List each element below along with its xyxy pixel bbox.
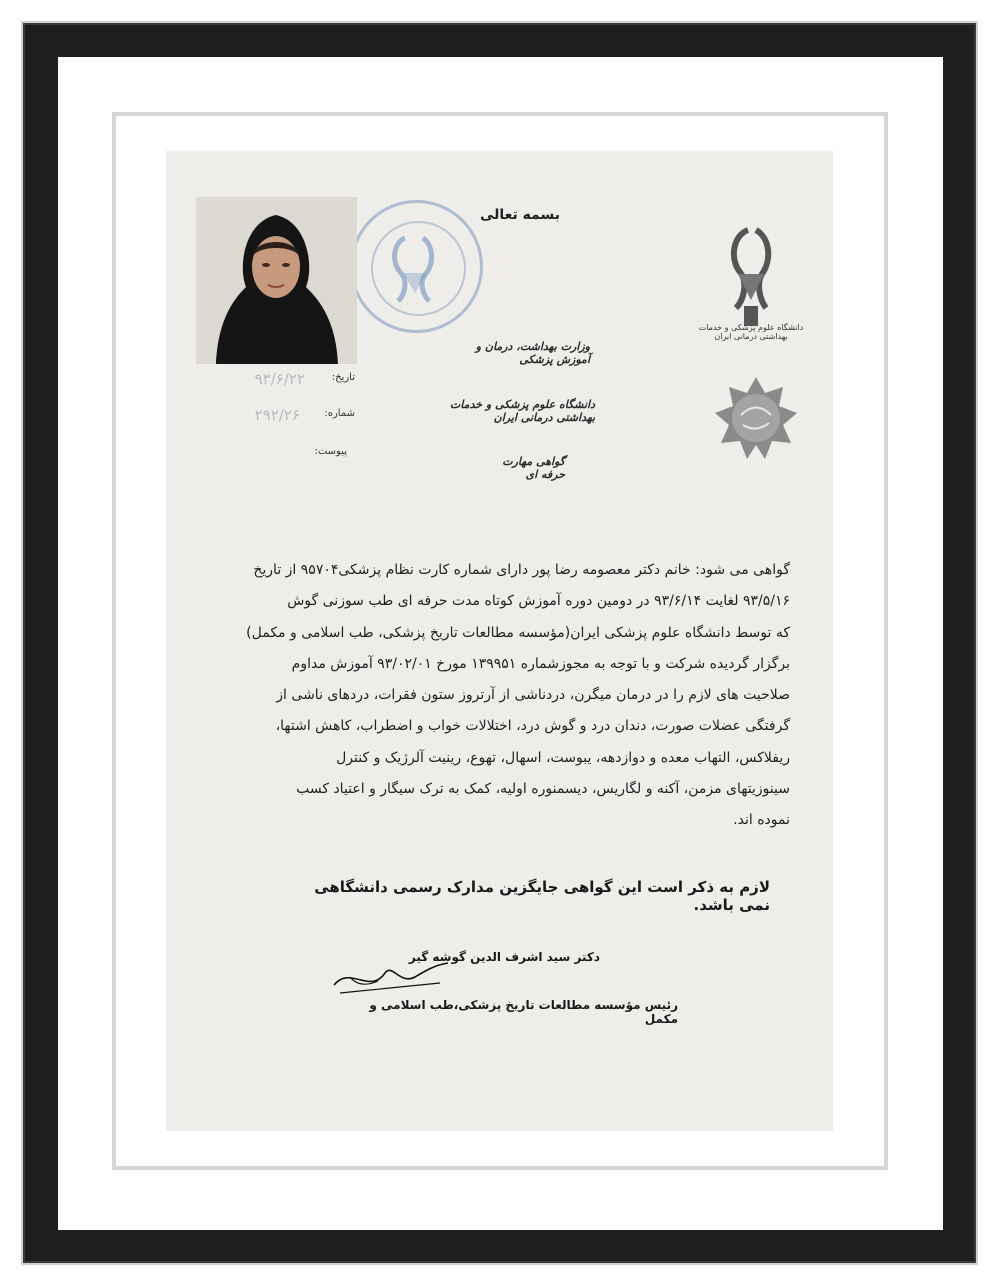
body-line: ۹۳/۵/۱۶ لغایت ۹۳/۶/۱۴ در دومین دوره آموزش کوتاه مدت حرفه ای طب سوزنی گوش [287, 593, 790, 610]
certificate-body [238, 555, 790, 837]
calligraphy-seal [713, 375, 799, 461]
disclaimer-note: لازم به ذکر است این گواهی جایگزین مدارک رسمی دانشگاهی نمی باشد. [314, 878, 770, 914]
university-logo [720, 222, 780, 332]
certificate-type: گواهی مهارت حرفه ای [502, 455, 565, 481]
ministry-name: وزارت بهداشت، درمان و آموزش پزشکی [475, 340, 590, 366]
body-line: که توسط دانشگاه علوم پزشکی ایران(مؤسسه مطالعات تاریخ پزشکی، طب اسلامی و مکمل) [246, 624, 790, 641]
date-label: تاریخ: [331, 372, 355, 383]
attachment-label: پیوست: [314, 446, 347, 457]
date-value: ۹۳/۶/۲۲ [254, 370, 305, 388]
applicant-photo [196, 197, 357, 364]
body-line: صلاحیت های لازم را در درمان میگرن، دردناشی از آرتروز ستون فقرات، دردهای ناشی از [276, 687, 790, 704]
body-line: ریفلاکس، التهاب معده و دوازدهه، یبوست، اسهال، تهوع، رینیت آلرژیک و کنترل [336, 749, 790, 766]
body-line: نموده اند. [733, 812, 790, 829]
university-name: دانشگاه علوم پزشکی و خدمات بهداشتی درمانی ایران [449, 398, 595, 424]
body-line: گرفتگی عضلات صورت، دندان درد و گوش درد، اختلالات خواب و اضطراب، کاهش اشتها، [275, 718, 790, 735]
logo-caption: دانشگاه علوم پزشکی و خدمات بهداشتی درمانی ایران [698, 323, 804, 341]
body-line: سینوزیتهای مزمن، آکنه و لگاریس، دیسمنوره اولیه، کمک به ترک سیگار و اعتیاد کسب [296, 781, 790, 798]
body-line: گواهی می شود: خانم دکتر معصومه رضا پور دارای شماره کارت نظام پزشکی۹۵۷۰۴ از تاریخ [253, 562, 790, 578]
number-label: شماره: [324, 408, 355, 419]
body-line: برگزار گردیده شرکت و با توجه به مجوزشماره ۱۳۹۹۵۱ مورخ ۹۳/۰۲/۰۱ آموزش مداوم [291, 655, 790, 672]
signer-name: دکتر سید اشرف الدین گوشه گیر [408, 950, 600, 964]
signer-role: رئیس مؤسسه مطالعات تاریخ پزشکی،طب اسلامی و مکمل [369, 998, 678, 1026]
heading: بسمه تعالی [479, 207, 561, 223]
handwritten-signature [330, 955, 450, 1000]
university-stamp [350, 200, 483, 333]
number-value: ۲۹۲/۲۶ [254, 406, 300, 424]
